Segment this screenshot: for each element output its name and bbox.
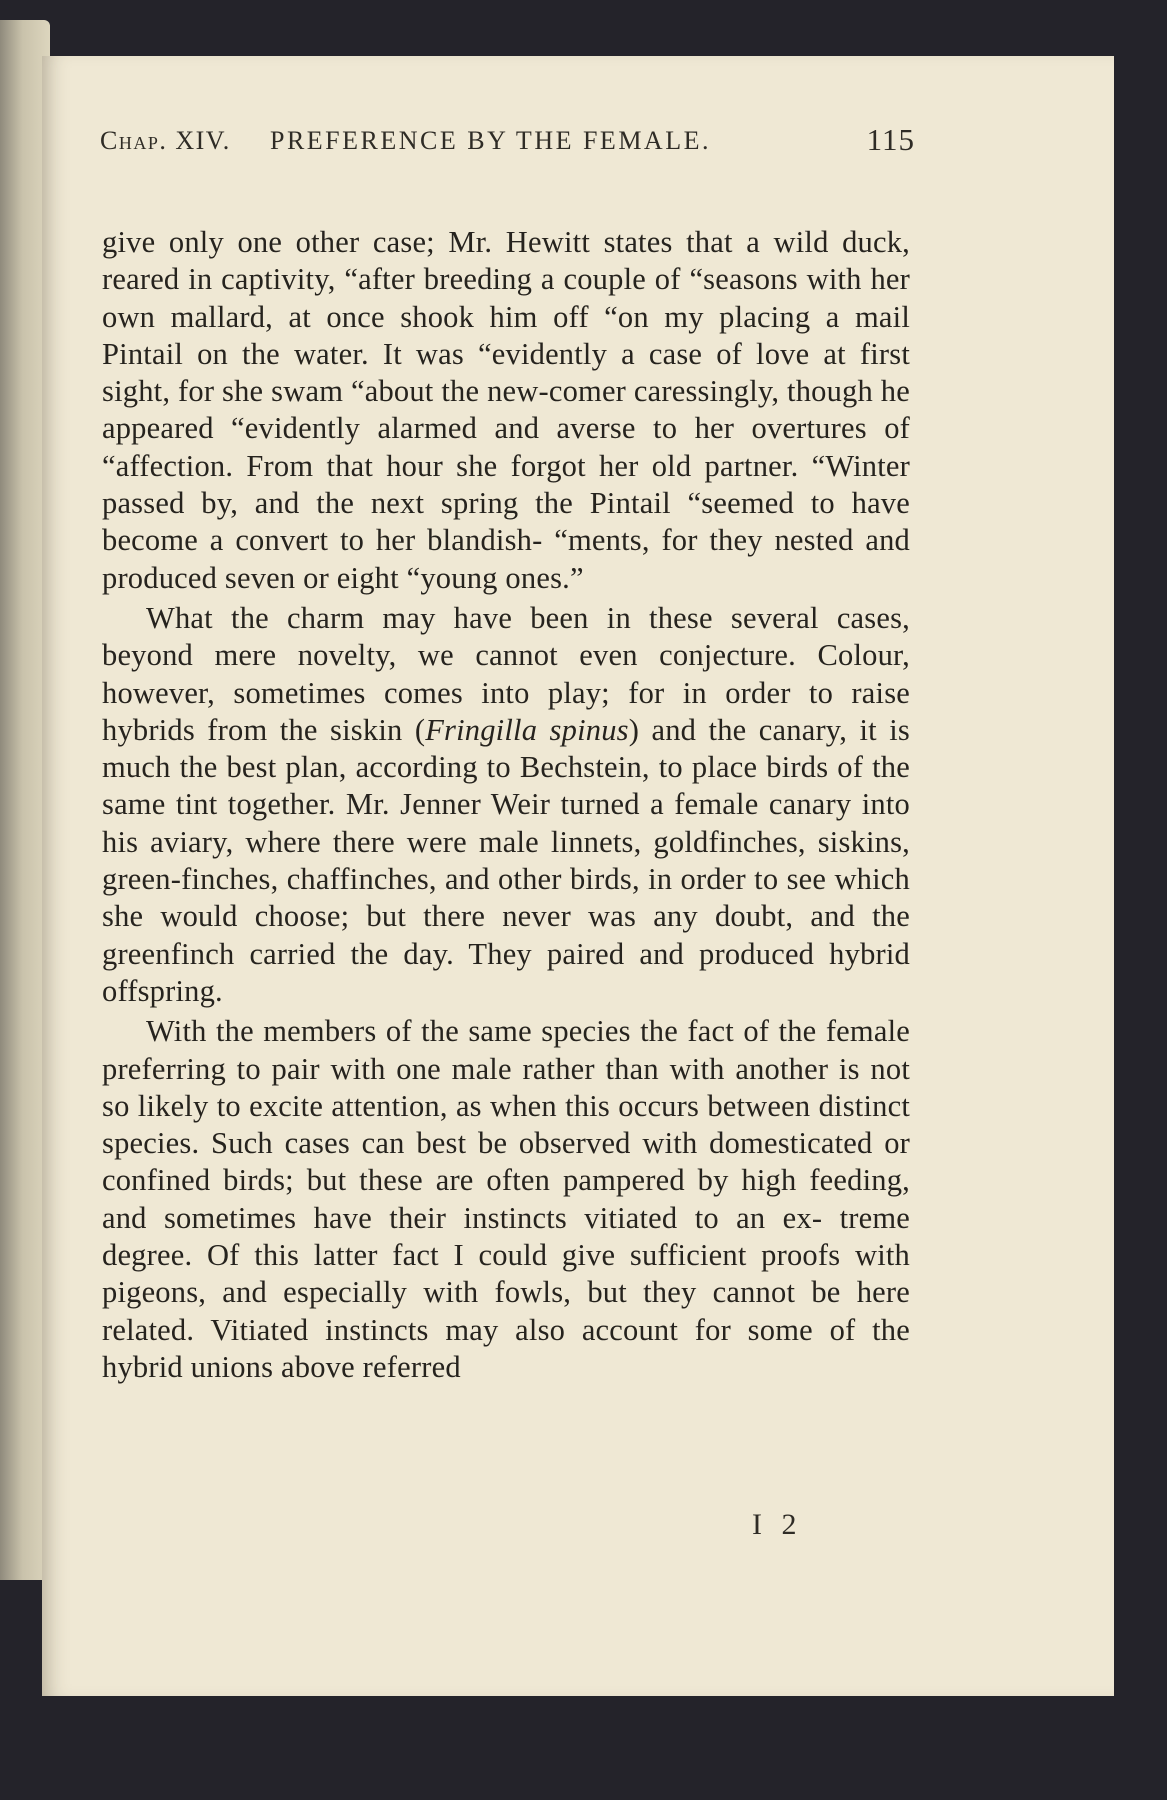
body-text xyxy=(102,224,910,1386)
paragraph-3 xyxy=(102,1013,910,1386)
paragraph-2 xyxy=(102,600,910,1010)
paragraph-1 xyxy=(102,224,910,597)
chapter-label: Chap. XIV. xyxy=(100,126,231,155)
species-name-italic: Fringilla spinus xyxy=(425,712,629,747)
paragraph-2-text-end: ) and the canary, it is much the best plan, according to Bechstein, to place birds of the same tint together. Mr. Jenner Weir turned a female canary into his aviary, where there were male linnets, goldfinches, siskins, green-finches, chaffinches, and other birds, in order to see which she would choose; but there never was any doubt, and the greenfinch carried the day. They paired and produced hybrid offspring. xyxy=(102,712,910,1008)
paragraph-3-text: With the members of the same species the fact of the female preferring to pair with one male rather than with another is not so likely to excite attention, as when this occurs between distinct species. Such cases can best be observed with domesticated or confined birds; but these are often pampered by high feeding, and sometimes have their instincts vitiated to an ex- treme degree. Of this latter fact I could give sufficient proofs with pigeons, and especially with fowls, but they cannot be here related. Vitiated instincts may also account for some of the hybrid unions above referred xyxy=(102,1014,910,1384)
paragraph-1-text: give only one other case; Mr. Hewitt states that a wild duck, reared in captivity, “after breeding a couple of “seasons with her own mallard, at once shook him off “on my placing a mail Pintail on the water. It was “evidently a case of love at first sight, for she swam “about the new-comer caressingly, though he appeared “evidently alarmed and averse to her overtures of “affection. From that hour she forgot her old partner. “Winter passed by, and the next spring the Pintail “seemed to have become a convert to her blandish- “ments, for they nested and produced seven or eight “young ones.” xyxy=(102,225,910,595)
page-number: 115 xyxy=(866,122,915,157)
signature-mark: I 2 xyxy=(752,1508,803,1541)
running-head xyxy=(100,100,915,160)
paragraph-2-text-start: What the charm may have been in these several cases, beyond mere novelty, we cannot even conjecture. Colour, however, sometimes comes into play; for in order to raise hybrids from the siskin ( xyxy=(102,600,910,747)
page-title: PREFERENCE BY THE FEMALE. xyxy=(270,126,711,155)
